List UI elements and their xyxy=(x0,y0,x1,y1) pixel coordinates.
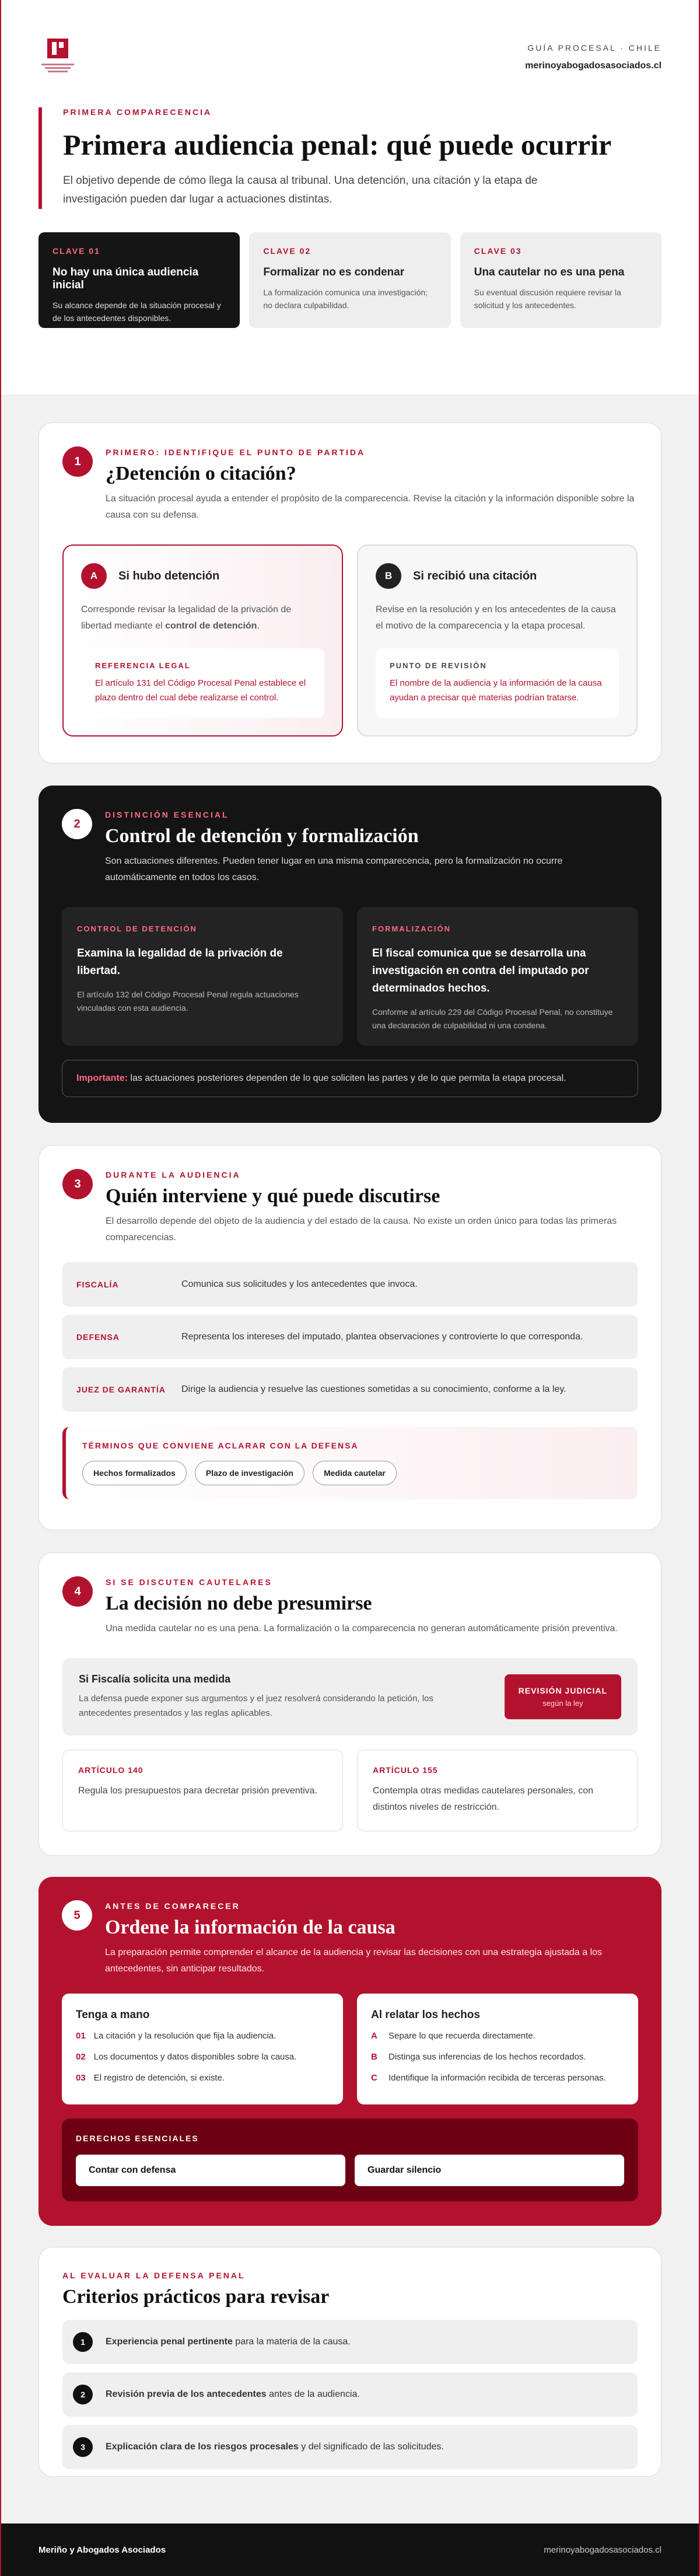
article-card xyxy=(62,1750,343,1831)
checklist-item: 03 El registro de detención, si existe. xyxy=(76,2073,225,2083)
hero-lead: El objetivo depende de cómo llega la causa al tribunal. Una detención, una citación y la etapa de investigación pueden dar lugar a actuaciones distintas. xyxy=(63,174,538,205)
term-pill[interactable]: Hechos formalizados xyxy=(82,1461,187,1485)
section-text: Una medida cautelar no es una pena. La formalización o la comparecencia no generan automáticamente prisión preventiva. xyxy=(106,1624,618,1633)
card-formalization xyxy=(357,907,638,1046)
key-card-1 xyxy=(38,232,240,328)
key-card-2 xyxy=(249,232,450,328)
review-box xyxy=(62,1658,638,1736)
option-text: Revise en la resolución y en los antecedentes de la causa el motivo de la comparecencia y la etapa procesal. xyxy=(376,605,616,631)
top-bar xyxy=(38,0,662,107)
role-row xyxy=(62,1315,638,1359)
hero-heading xyxy=(38,107,662,209)
review-title: Si Fiscalía solicita una medida xyxy=(79,1673,231,1685)
role-row xyxy=(62,1367,638,1412)
checklist-item: A Separe lo que recuerda directamente. xyxy=(371,2031,536,2041)
option-title: Si recibió una citación xyxy=(413,569,537,582)
term-pill[interactable]: Plazo de investigación xyxy=(195,1461,304,1485)
section-participants xyxy=(38,1145,662,1530)
option-badge: B xyxy=(376,563,401,589)
section-detention-or-summons xyxy=(38,423,662,763)
section-title: Control de detención y formalización xyxy=(105,825,419,847)
card-title: Examina la legalidad de la privación de libertad. xyxy=(77,947,283,977)
checklist-item: 01 La citación y la resolución que fija la audiencia. xyxy=(76,2031,276,2041)
inner-text: El artículo 131 del Código Procesal Penal establece el plazo dentro del cual debe realizarse el control. xyxy=(95,678,306,703)
article-card xyxy=(357,1750,638,1831)
section-precautionary-measures xyxy=(38,1552,662,1856)
card-text: Conforme al artículo 229 del Código Procesal Penal, no constituye una declaración de culpabilidad ni una condena. xyxy=(372,1007,613,1030)
step-number: 3 xyxy=(62,1169,93,1199)
firm-logo[interactable] xyxy=(38,36,77,79)
key-label: CLAVE 01 xyxy=(52,246,100,256)
card-label: FORMALIZACIÓN xyxy=(372,924,452,933)
section-criteria xyxy=(38,2247,662,2477)
hero xyxy=(1,0,699,395)
footer xyxy=(1,2523,699,2576)
rights-label: DERECHOS ESENCIALES xyxy=(76,2134,199,2143)
criteria-item: 3 Explicación clara de los riesgos procesales y del significado de las solicitudes. xyxy=(62,2425,638,2469)
section-title: Ordene la información de la causa xyxy=(105,1917,396,1938)
option-detention xyxy=(62,544,343,737)
key-label: CLAVE 02 xyxy=(263,246,312,256)
key-label: CLAVE 03 xyxy=(474,246,522,256)
logo-mark-icon xyxy=(47,39,68,58)
role-text: Dirige la audiencia y resuelve las cuestiones sometidas a su conocimiento, conforme a la ley. xyxy=(181,1384,566,1394)
checklist-have-at-hand xyxy=(62,1994,343,2104)
site-link[interactable]: merinoyabogadosasociados.cl xyxy=(525,61,662,71)
terms-label: TÉRMINOS QUE CONVIENE ACLARAR CON LA DEFENSA xyxy=(82,1441,359,1450)
guide-label: GUÍA PROCESAL · CHILE xyxy=(527,43,662,53)
inner-label: PUNTO DE REVISIÓN xyxy=(390,661,487,670)
checklist-title: Tenga a mano xyxy=(76,2009,150,2021)
page-title: Primera audiencia penal: qué puede ocurrir xyxy=(63,128,612,161)
section-control-and-formalization xyxy=(38,786,662,1123)
roles-list xyxy=(62,1262,638,1412)
criteria-item: 2 Revisión previa de los antecedentes antes de la audiencia. xyxy=(62,2372,638,2417)
section-title: La decisión no debe presumirse xyxy=(106,1593,372,1614)
checklist-title: Al relatar los hechos xyxy=(371,2009,480,2021)
step-number: 1 xyxy=(62,446,93,477)
criteria-list xyxy=(62,2320,638,2469)
key-cards xyxy=(38,232,662,328)
card-title: El fiscal comunica que se desarrolla una investigación en contra del imputado por determinados hechos. xyxy=(372,947,589,994)
section-title: Criterios prácticos para revisar xyxy=(62,2286,330,2308)
terms-box xyxy=(62,1427,638,1499)
key-title: Una cautelar no es una pena xyxy=(474,266,625,278)
card-text: El artículo 132 del Código Procesal Penal regula actuaciones vinculadas con esta audiencia. xyxy=(77,990,299,1013)
review-point xyxy=(376,648,619,718)
role-label: FISCALÍA xyxy=(76,1280,119,1289)
role-label: JUEZ DE GARANTÍA xyxy=(76,1385,166,1394)
inner-text: El nombre de la audiencia y la información de la causa ayudan a precisar qué materias podrían tratarse. xyxy=(390,678,602,703)
key-text: Su alcance depende de la situación procesal y de los antecedentes disponibles. xyxy=(52,301,221,323)
section-text: La preparación permite comprender el alcance de la audiencia y revisar las decisiones con una estrategia ajustada a los antecedentes, sin anticipar resultados. xyxy=(105,1947,603,1974)
review-text: La defensa puede exponer sus argumentos y el juez resolverá considerando la petición, los antecedentes presentados y las reglas aplicables. xyxy=(79,1694,433,1718)
inner-label: REFERENCIA LEGAL xyxy=(95,661,191,670)
section-text: El desarrollo depende del objeto de la audiencia y del estado de la causa. No existe un orden único para todas las primeras comparecencias. xyxy=(106,1216,617,1242)
article-label: ARTÍCULO 140 xyxy=(78,1765,144,1775)
step-number: 2 xyxy=(62,809,92,839)
judicial-review-button[interactable]: REVISIÓN JUDICIAL según la ley xyxy=(505,1674,621,1719)
important-note: Importante: las actuaciones posteriores dependen de lo que soliciten las partes y de lo que permita la etapa procesal. xyxy=(62,1060,638,1097)
section-eyebrow: DISTINCIÓN ESENCIAL xyxy=(105,810,229,819)
step-number: 4 xyxy=(62,1576,93,1607)
section-title: ¿Detención o citación? xyxy=(106,463,296,484)
option-text: Corresponde revisar la legalidad de la privación de libertad mediante el control de detención. xyxy=(81,605,292,631)
criteria-number: 3 xyxy=(73,2437,93,2457)
step-number: 5 xyxy=(62,1900,92,1931)
term-pill[interactable]: Medida cautelar xyxy=(313,1461,397,1485)
right-silence-button[interactable]: Guardar silencio xyxy=(355,2155,624,2186)
guide-info xyxy=(525,36,662,71)
key-card-3 xyxy=(460,232,662,328)
checklist-item: 02 Los documentos y datos disponibles sobre la causa. xyxy=(76,2052,297,2062)
key-title: Formalizar no es condenar xyxy=(263,266,405,278)
hero-eyebrow: PRIMERA COMPARECENCIA xyxy=(63,107,212,117)
footer-brand: Meriño y Abogados Asociados xyxy=(38,2544,166,2555)
section-eyebrow: AL EVALUAR LA DEFENSA PENAL xyxy=(62,2271,246,2280)
key-text: Su eventual discusión requiere revisar la solicitud y los antecedentes. xyxy=(474,288,621,310)
section-eyebrow: PRIMERO: IDENTIFIQUE EL PUNTO DE PARTIDA xyxy=(106,448,366,457)
article-label: ARTÍCULO 155 xyxy=(373,1765,438,1775)
option-badge: A xyxy=(81,563,107,589)
option-title: Si hubo detención xyxy=(118,569,220,582)
checklist-item: C Identifique la información recibida de terceras personas. xyxy=(371,2073,606,2083)
criteria-item: 1 Experiencia penal pertinente para la materia de la causa. xyxy=(62,2320,638,2364)
right-defense-button[interactable]: Contar con defensa xyxy=(76,2155,345,2186)
legal-reference xyxy=(81,648,324,718)
section-text: Son actuaciones diferentes. Pueden tener lugar en una misma comparecencia, pero la formalización no ocurre automáticamente en todos los casos. xyxy=(105,856,563,882)
card-detention-control xyxy=(62,907,343,1046)
article-text: Contempla otras medidas cautelares personales, con distintos niveles de restricción. xyxy=(373,1786,593,1812)
role-text: Comunica sus solicitudes y los antecedentes que invoca. xyxy=(181,1279,418,1289)
checklist-facts xyxy=(357,1994,638,2104)
key-title: No hay una única audiencia inicial xyxy=(52,266,199,291)
essential-rights xyxy=(62,2118,638,2201)
criteria-number: 1 xyxy=(73,2332,93,2352)
checklist-item: B Distinga sus inferencias de los hechos recordados. xyxy=(371,2052,586,2062)
criteria-number: 2 xyxy=(73,2385,93,2404)
option-summons xyxy=(357,544,638,737)
role-row xyxy=(62,1262,638,1307)
section-title: Quién interviene y qué puede discutirse xyxy=(106,1185,440,1207)
footer-site-link[interactable]: merinoyabogadosasociados.cl xyxy=(544,2544,662,2555)
role-label: DEFENSA xyxy=(76,1332,120,1342)
section-text: La situación procesal ayuda a entender el propósito de la comparecencia. Revise la citación y la información disponible sobre la causa con su defensa. xyxy=(106,494,635,520)
section-eyebrow: DURANTE LA AUDIENCIA xyxy=(106,1170,241,1179)
key-text: La formalización comunica una investigación; no declara culpabilidad. xyxy=(263,288,428,310)
section-eyebrow: SI SE DISCUTEN CAUTELARES xyxy=(106,1577,272,1587)
section-eyebrow: ANTES DE COMPARECER xyxy=(105,1901,240,1911)
card-label: CONTROL DE DETENCIÓN xyxy=(77,924,197,933)
section-prepare-information xyxy=(38,1877,662,2226)
article-text: Regula los presupuestos para decretar prisión preventiva. xyxy=(78,1786,318,1796)
role-text: Representa los intereses del imputado, plantea observaciones y controvierte lo que corresponda. xyxy=(181,1332,583,1342)
